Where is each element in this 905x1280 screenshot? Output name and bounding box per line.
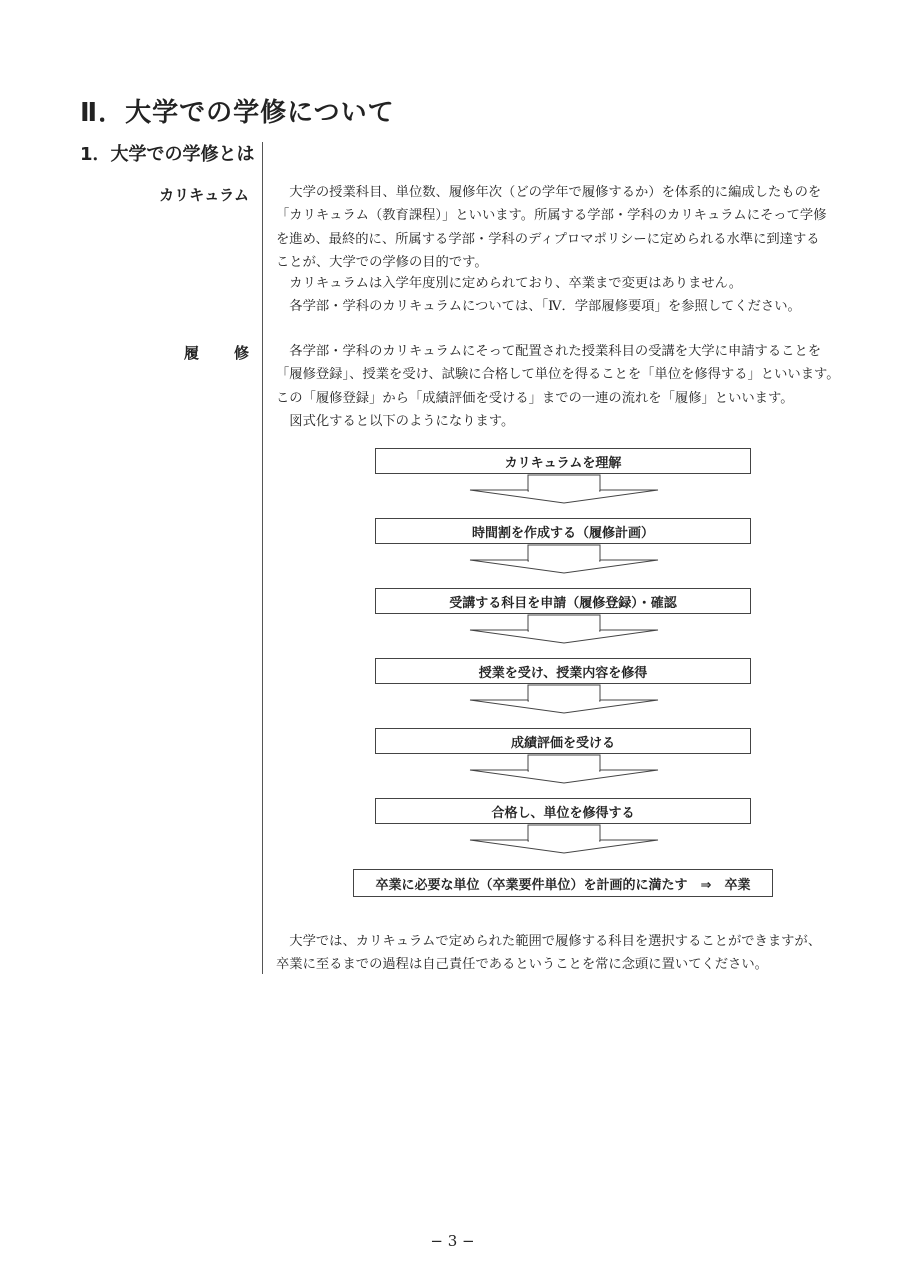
flow-step-3: 受講する科目を申請（履修登録）・確認: [375, 588, 751, 614]
rishu-paragraph-1: 各学部・学科のカリキュラムにそって配置された授業科目の受講を大学に申請することを 「履修登録」、授業を受け、試験に合格して単位を得ることを「単位を修得する」といいます。 この「履修登録」から「成績評価を受ける」までの一連の流れを「履修」といいます。: [276, 344, 840, 406]
section-title: 1．大学での学修とは: [80, 144, 255, 165]
rishu-paragraph-2: 図式化すると以下のようになります。: [276, 414, 515, 429]
page-number: − 3 −: [430, 1232, 475, 1250]
curriculum-paragraph-3: 各学部・学科のカリキュラムについては、「Ⅳ．学部履修要項」を参照してください。: [276, 299, 801, 314]
down-arrow-icon: [468, 615, 660, 645]
down-arrow-icon: [468, 545, 660, 575]
flow-step-2: 時間割を作成する（履修計画）: [375, 518, 751, 544]
down-arrow-icon: [468, 825, 660, 855]
flow-step-6: 合格し、単位を修得する: [375, 798, 751, 824]
flow-step-5: 成績評価を受ける: [375, 728, 751, 754]
chapter-title: Ⅱ．大学での学修について: [80, 98, 395, 128]
curriculum-paragraph-1: 大学の授業科目、単位数、履修年次（どの学年で履修するか）を体系的に編成したものを 「カリキュラム（教育課程）」といいます。所属する学部・学科のカリキュラムにそって学修 を進め、最終的に、所属する学部・学科のディプロマポリシーに定められる水準に到達する ことが、大学での学修の目的です。: [276, 185, 827, 270]
flow-step-1: カリキュラムを理解: [375, 448, 751, 474]
closing-paragraph: 大学では、カリキュラムで定められた範囲で履修する科目を選択することができますが、 卒業に至るまでの過程は自己責任であるということを常に念頭に置いてください。: [276, 934, 822, 973]
rishu-label: 履 修: [183, 344, 259, 362]
down-arrow-icon: [468, 755, 660, 785]
down-arrow-icon: [468, 475, 660, 505]
curriculum-label: カリキュラム: [159, 186, 249, 204]
flow-final-box: 卒業に必要な単位（卒業要件単位）を計画的に満たす ⇒ 卒業: [353, 869, 773, 897]
vertical-divider: [262, 142, 263, 974]
down-arrow-icon: [468, 685, 660, 715]
curriculum-paragraph-2: カリキュラムは入学年度別に定められており、卒業まで変更はありません。: [276, 276, 743, 291]
flow-step-4: 授業を受け、授業内容を修得: [375, 658, 751, 684]
